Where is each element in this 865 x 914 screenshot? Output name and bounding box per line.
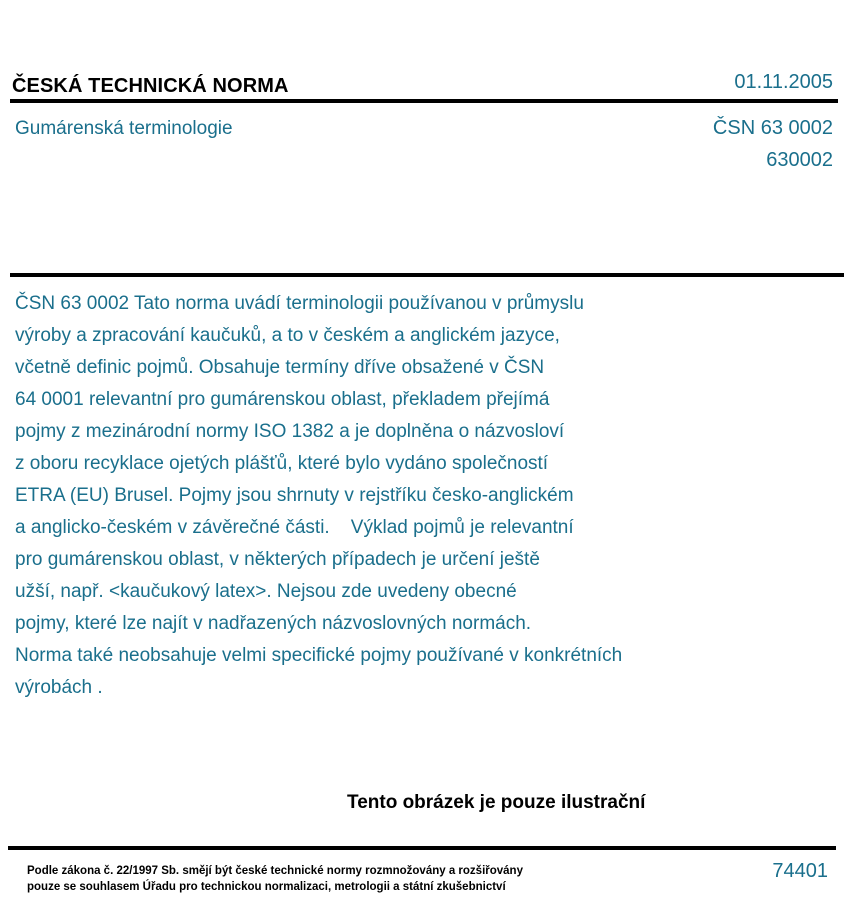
norm-subject: Gumárenská terminologie — [15, 118, 233, 139]
abstract-line: 64 0001 relevantní pro gumárenskou oblast, překladem přejímá — [15, 389, 550, 410]
abstract-line: pojmy z mezinárodní normy ISO 1382 a je doplněna o názvosloví — [15, 421, 565, 442]
abstract-line: výroby a zpracování kaučuků, a to v českém a anglickém jazyce, — [15, 325, 560, 346]
catalog-number: 74401 — [772, 860, 828, 882]
legal-notice — [27, 863, 523, 895]
norm-abstract — [15, 288, 735, 704]
section-divider — [10, 273, 844, 277]
legal-line: pouze se souhlasem Úřadu pro technickou normalizaci, metrologii a státní zkušebnictví — [27, 881, 506, 893]
footer-divider — [8, 846, 836, 850]
document-header-title: ČESKÁ TECHNICKÁ NORMA — [12, 75, 289, 97]
header-divider — [10, 99, 838, 103]
abstract-line: Norma také neobsahuje velmi specifické pojmy používané v konkrétních — [15, 645, 623, 666]
abstract-line: pro gumárenskou oblast, v některých případech je určení ještě — [15, 549, 540, 570]
abstract-line: ČSN 63 0002 Tato norma uvádí terminologii používanou v průmyslu — [15, 293, 584, 314]
legal-line: Podle zákona č. 22/1997 Sb. smějí být české technické normy rozmnožovány a rozšiřovány — [27, 865, 523, 877]
abstract-line: a anglicko-českém v závěrečné části. Výklad pojmů je relevantní — [15, 517, 574, 538]
abstract-line: užší, např. <kaučukový latex>. Nejsou zde uvedeny obecné — [15, 581, 517, 602]
abstract-line: ETRA (EU) Brusel. Pojmy jsou shrnuty v rejstříku česko-anglickém — [15, 485, 574, 506]
abstract-line: z oboru recyklace ojetých plášťů, které bylo vydáno společností — [15, 453, 549, 474]
abstract-line: včetně definic pojmů. Obsahuje termíny dříve obsažené v ČSN — [15, 357, 545, 378]
abstract-line: výrobách . — [15, 677, 103, 698]
issue-date: 01.11.2005 — [734, 71, 833, 93]
norm-class-number: 630002 — [766, 149, 833, 171]
illustration-note: Tento obrázek je pouze ilustrační — [347, 792, 646, 813]
norm-code: ČSN 63 0002 — [712, 117, 833, 139]
abstract-line: pojmy, které lze najít v nadřazených názvoslovných normách. — [15, 613, 532, 634]
